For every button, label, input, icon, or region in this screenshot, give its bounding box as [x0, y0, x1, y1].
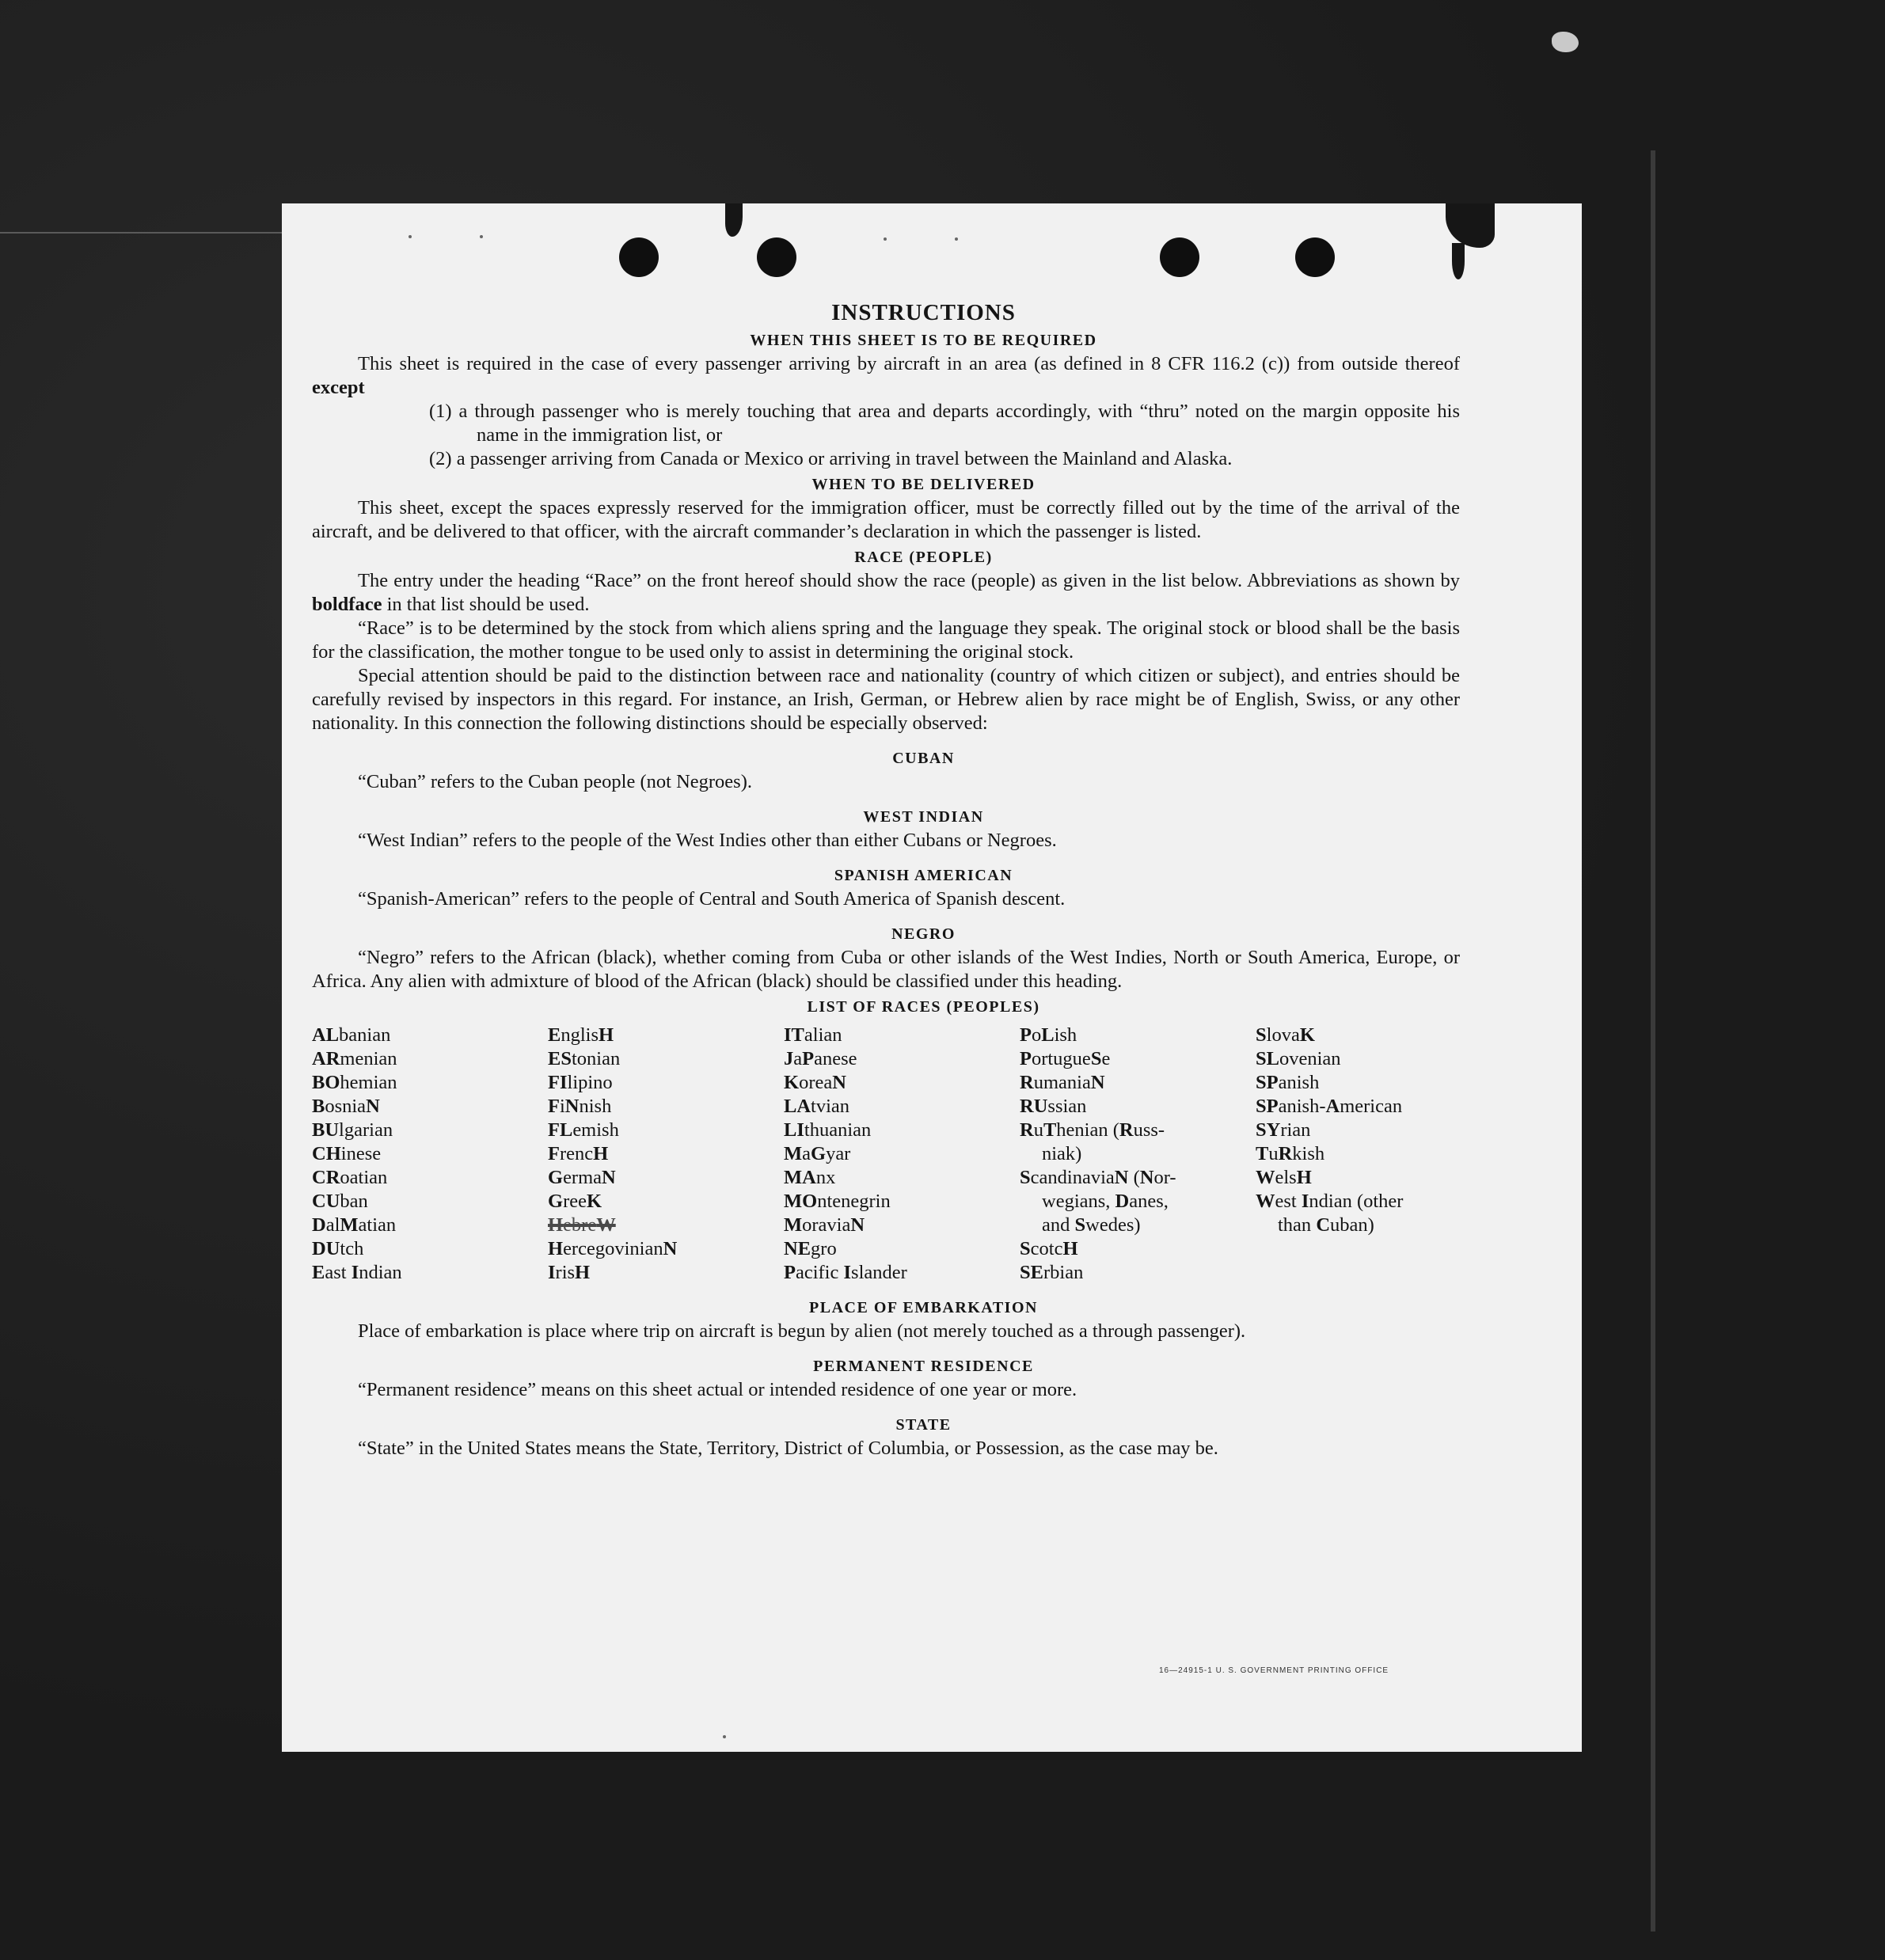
section-heading: CUBAN	[892, 750, 955, 767]
races-column	[1020, 1024, 1256, 1285]
race-entry: CUban	[312, 1191, 368, 1212]
race-entry: HebreW	[548, 1214, 616, 1236]
race-entry: ARmenian	[312, 1048, 397, 1069]
document-page	[282, 203, 1582, 1752]
page-title: INSTRUCTIONS	[831, 300, 1016, 325]
race-entry: FrencH	[548, 1143, 609, 1164]
race-entry: HercegovinianN	[548, 1238, 678, 1259]
race-entry: LIthuanian	[784, 1119, 872, 1141]
speck	[409, 235, 412, 238]
section-heading: PLACE OF EMBARKATION	[809, 1299, 1038, 1316]
race-entry: PoLish	[1020, 1024, 1077, 1046]
race-entry: RumaniaN	[1020, 1072, 1105, 1093]
paragraph: “Spanish-American” refers to the people of Central and South America of Spanish descent.	[358, 888, 1066, 910]
race-entry: MAnx	[784, 1167, 836, 1188]
race-entry: RUssian	[1020, 1096, 1087, 1117]
race-entry: LAtvian	[784, 1096, 850, 1117]
race-entry: GermaN	[548, 1167, 616, 1188]
race-entry: ScandinaviaN (Nor-	[1020, 1167, 1176, 1188]
section-heading: PERMANENT RESIDENCE	[813, 1358, 1034, 1375]
speck	[480, 235, 483, 238]
paragraph: “Negro” refers to the African (black), whether coming from Cuba or other islands of the West Indies, North or South America, Europe, or Africa. Any alien with admixture of blood of the African (black) should be classified under this heading.	[312, 947, 1460, 992]
list-item: (1) a through passenger who is merely touching that area and departs accordingly, with “thru” noted on the margin opposite his name in the immigration list, or	[429, 401, 1460, 446]
race-entry: ALbanian	[312, 1024, 391, 1046]
torn-edge	[1446, 203, 1495, 248]
paragraph: This sheet is required in the case of every passenger arriving by aircraft in an area (as defined in 8 CFR 116.2 (c)) from outside thereof except	[312, 353, 1460, 398]
race-entry: MOntenegrin	[784, 1191, 891, 1212]
race-entry: West Indian (other	[1256, 1191, 1404, 1212]
race-entry: Pacific Islander	[784, 1262, 907, 1283]
race-entry: SErbian	[1020, 1262, 1084, 1283]
paragraph: “Race” is to be determined by the stock from which aliens spring and the language they speak. The original stock or blood shall be the basis for the classification, the mother tongue to be used only to assist in determining the original stock.	[312, 617, 1460, 663]
paragraph: Place of embarkation is place where trip on aircraft is begun by alien (not merely touched as a through passenger).	[358, 1320, 1246, 1342]
punch-hole	[619, 237, 659, 277]
race-entry: BUlgarian	[312, 1119, 393, 1141]
scan-edge-shadow	[1651, 150, 1655, 1932]
race-entry: FLemish	[548, 1119, 619, 1141]
races-list	[312, 1024, 1460, 1285]
race-entry: SlovaK	[1256, 1024, 1315, 1046]
section-heading: WHEN TO BE DELIVERED	[811, 476, 1036, 493]
torn-edge	[1452, 243, 1465, 279]
race-entry: IrisH	[548, 1262, 591, 1283]
scan-artifact	[1552, 32, 1579, 52]
race-entry: GreeK	[548, 1191, 602, 1212]
paragraph: “West Indian” refers to the people of the West Indies other than either Cubans or Negroes.	[358, 830, 1057, 851]
race-entry: SPanish	[1256, 1072, 1320, 1093]
race-entry: wegians, Danes,	[1042, 1191, 1169, 1212]
paragraph: This sheet, except the spaces expressly reserved for the immigration officer, must be correctly filled out by the time of the arrival of the aircraft, and be delivered to that officer, with the aircraft commander’s declaration in which the passenger is listed.	[312, 497, 1460, 542]
speck	[884, 237, 887, 241]
race-entry: niak)	[1042, 1143, 1082, 1164]
punch-hole	[1295, 237, 1335, 277]
race-entry: MoraviaN	[784, 1214, 865, 1236]
race-entry: EStonian	[548, 1048, 621, 1069]
race-entry: DalMatian	[312, 1214, 397, 1236]
race-entry: RuThenian (Russ-	[1020, 1119, 1165, 1141]
speck	[955, 237, 958, 241]
race-entry: CHinese	[312, 1143, 382, 1164]
races-column	[548, 1024, 784, 1285]
section-heading: WEST INDIAN	[863, 808, 984, 826]
section-heading: RACE (PEOPLE)	[854, 549, 993, 566]
race-entry: East Indian	[312, 1262, 402, 1283]
printer-imprint: 16—24915-1 U. S. GOVERNMENT PRINTING OFFICE	[1159, 1666, 1389, 1675]
race-entry: DUtch	[312, 1238, 364, 1259]
section-heading: LIST OF RACES (PEOPLES)	[807, 998, 1040, 1016]
race-entry: FiNnish	[548, 1096, 612, 1117]
race-entry: PortugueSe	[1020, 1048, 1111, 1069]
races-column	[1256, 1024, 1461, 1285]
torn-edge	[725, 203, 743, 237]
race-entry: and Swedes)	[1042, 1214, 1141, 1236]
paragraph: The entry under the heading “Race” on the front hereof should show the race (people) as given in the list below. Abbreviations as shown by boldface in that list should be used.	[312, 570, 1460, 615]
instructions-body	[312, 298, 1460, 1461]
scan-edge-line	[0, 232, 285, 234]
race-entry: CRoatian	[312, 1167, 388, 1188]
list-item: (2) a passenger arriving from Canada or Mexico or arriving in travel between the Mainland and Alaska.	[429, 448, 1233, 469]
punch-hole	[757, 237, 796, 277]
punch-hole	[1160, 237, 1199, 277]
race-entry: BosniaN	[312, 1096, 380, 1117]
section-heading: SPANISH AMERICAN	[834, 867, 1013, 884]
race-entry: FIlipino	[548, 1072, 613, 1093]
speck	[723, 1735, 726, 1738]
paragraph: “Cuban” refers to the Cuban people (not Negroes).	[358, 771, 752, 792]
race-entry: MaGyar	[784, 1143, 851, 1164]
section-heading: WHEN THIS SHEET IS TO BE REQUIRED	[750, 332, 1097, 349]
race-entry: WelsH	[1256, 1167, 1312, 1188]
races-column	[784, 1024, 1020, 1285]
race-entry: EnglisH	[548, 1024, 614, 1046]
race-entry: JaPanese	[784, 1048, 857, 1069]
race-entry: SPanish-American	[1256, 1096, 1403, 1117]
race-entry: TuRkish	[1256, 1143, 1325, 1164]
race-entry: ITalian	[784, 1024, 842, 1046]
section-heading: STATE	[895, 1416, 952, 1434]
race-entry: ScotcH	[1020, 1238, 1078, 1259]
paragraph: Special attention should be paid to the distinction between race and nationality (country of which citizen or subject), and entries should be carefully revised by inspectors in this regard. For instance, an Irish, German, or Hebrew alien by race might be of English, Swiss, or any other nationality. In this connection the following distinctions should be especially observed:	[312, 665, 1460, 734]
paragraph: “Permanent residence” means on this sheet actual or intended residence of one year or more.	[358, 1379, 1077, 1400]
paragraph: “State” in the United States means the State, Territory, District of Columbia, or Possession, as the case may be.	[358, 1438, 1218, 1459]
race-entry: KoreaN	[784, 1072, 846, 1093]
race-entry: SLovenian	[1256, 1048, 1341, 1069]
races-column	[312, 1024, 548, 1285]
section-heading: NEGRO	[891, 925, 956, 943]
race-entry: than Cuban)	[1278, 1214, 1374, 1236]
race-entry: SYrian	[1256, 1119, 1311, 1141]
race-entry: BOhemian	[312, 1072, 397, 1093]
race-entry: NEgro	[784, 1238, 837, 1259]
